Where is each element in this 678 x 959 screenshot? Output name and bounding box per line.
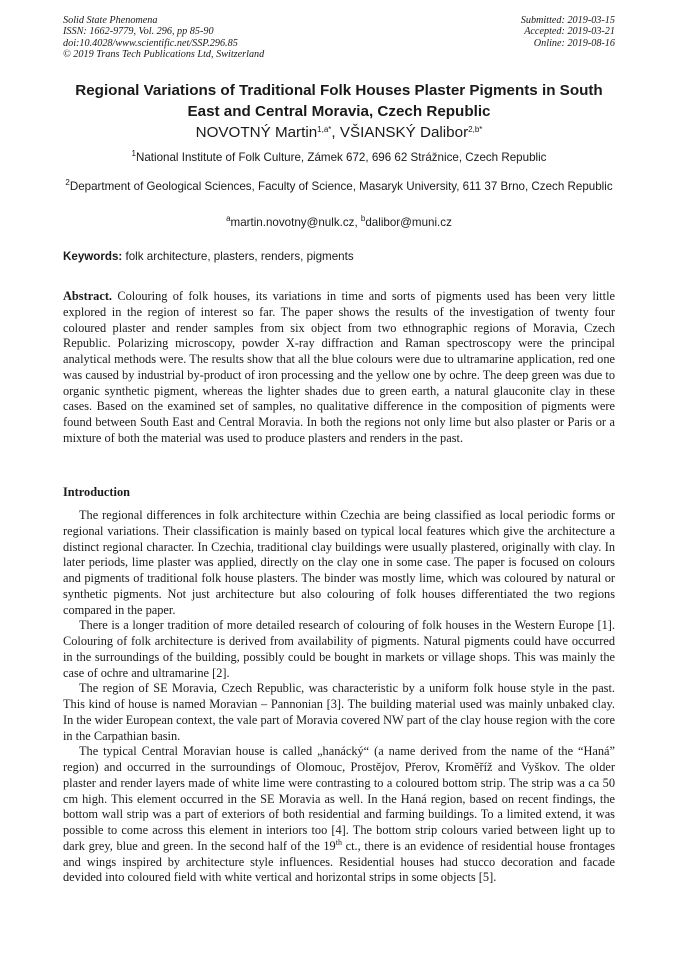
author-list	[63, 123, 615, 143]
email-a-marker: a	[226, 214, 231, 223]
intro-paragraph-4-part-a: The typical Central Moravian house is called „hanácký“ (a name derived from the name of the “Haná” region) and occurred in the surroundings of Olomouc, Prostějov, Přerov, Kroměříž and Vyškov. The older plaster and render layers made of white lime were contrasting to a coloured bottom strip. The strip was a ca 50 cm high. This element occurred in the SE Moravia as well. In the Haná region, based on recent findings, the bottom wall strip was a part of exteriors of both residential and farming buildings. To a limited extend, it was possible to come across this element in interiors too [4]. The bottom strip colours varied between light up to dark grey, blue and green. In the second half of the 19	[63, 744, 615, 853]
intro-paragraph-1: The regional differences in folk architecture within Czechia are being classified as local periodic forms or regional variations. Their classification is mainly based on typical local features which give the architecture a distinct regional character. In Czechia, traditional clay buildings were usually plastered, originally with clay. In later periods, lime plaster was applied, directly on the clay one in some case. The paper is focused on colours and pigments of traditional folk house plasters. The binder was mostly lime, which was coloured by natural or synthetic pigments. Not just architecture but also colouring of folk houses differentiated the two regions compared in the paper.	[63, 508, 615, 617]
affiliation-2	[63, 179, 615, 195]
journal-info	[63, 15, 264, 60]
author-separator: ,	[331, 124, 340, 141]
journal-issn: ISSN: 1662-9779, Vol. 296, pp 85-90	[63, 26, 214, 38]
author-1: NOVOTNÝ Martin	[195, 124, 318, 141]
abstract-text: Colouring of folk houses, its variations in time and sorts of pigments used has been very little explored in the region of interest so far. The paper shows the results of the investigation of twenty four coloured plaster and render samples from six object from two ethnographic regions of Moravia, Czech Republic. Polarizing microscopy, powder X-ray diffraction and Raman spectroscopy were the principal analytical methods were. The results show that all the blue colours were due to ultramarine application, red one was caused by industrial by-product of iron processing and the yellow one by ochre. The deep green was due to organic synthetic pigment, whereas the lighter shades due to green earth, a natural glauconite clay in these cases. Based on the examined set of samples, no qualitative difference in the composition of pigments were found between South East and Central Moravia. In both the regions not only lime but also plaster or Paris or a mixture of both the material was used to produce plasters and renders in the past.	[63, 289, 615, 445]
introduction-body	[63, 508, 615, 886]
intro-paragraph-4-part-b: ct., there is an evidence of residential house frontages and wings inspired by architecture style influences. Residential houses had stucco decoration and facade devided into coloured field with white vertical and horizontal strips in some objects [5].	[63, 838, 615, 885]
keywords-label: Keywords:	[63, 250, 123, 263]
intro-paragraph-2: There is a longer tradition of more detailed research of colouring of folk houses in the Western Europe [1]. Colouring of folk architecture is derived from availability of pigments. Natural pigments could have occurred in the surroundings of the building, possibly could be bought in markets or village shops. This was mainly the case of ochre and ultramarine [2].	[63, 618, 615, 680]
email-a: martin.novotny@nulk.cz	[230, 216, 355, 229]
submitted-date: Submitted: 2019-03-15	[520, 15, 615, 26]
intro-paragraph-4-superscript: th	[335, 837, 342, 847]
submission-dates	[521, 15, 615, 49]
abstract-label: Abstract.	[63, 289, 113, 303]
affiliation-2-text: Department of Geological Sciences, Faculty of Science, Masaryk University, 611 37 Brno, Czech Republic	[69, 180, 613, 193]
affiliation-1-text: National Institute of Folk Culture, Zámek 672, 696 62 Strážnice, Czech Republic	[135, 151, 547, 164]
journal-name: Solid State Phenomena	[63, 15, 158, 26]
author-emails	[63, 215, 615, 231]
affiliation-1	[63, 150, 615, 166]
section-heading-introduction: Introduction	[63, 485, 130, 499]
author-2-superscript: 2,b*	[468, 125, 483, 134]
email-separator: ,	[354, 216, 361, 229]
affiliation-1-number: 1	[131, 149, 136, 158]
journal-copyright: © 2019 Trans Tech Publications Ltd, Switzerland	[63, 48, 265, 60]
email-b: dalibor@muni.cz	[365, 216, 452, 229]
online-date: Online: 2019-08-16	[533, 37, 615, 49]
journal-doi: doi:10.4028/www.scientific.net/SSP.296.85	[63, 37, 238, 49]
keywords	[63, 249, 615, 264]
abstract	[63, 289, 615, 447]
intro-paragraph-3: The region of SE Moravia, Czech Republic, was characteristic by a uniform folk house style in the past. This kind of house is named Moravian – Pannonian [3]. The building material used was mainly unbaked clay. In the wider European context, the vale part of Moravia covered NW part of the clay house region with the core in the Carpathian basin.	[63, 681, 615, 743]
email-b-marker: b	[360, 214, 366, 223]
paper-title: Regional Variations of Traditional Folk Houses Plaster Pigments in South East and Central Moravia, Czech Republic	[75, 82, 603, 120]
affiliation-2-number: 2	[65, 178, 70, 187]
accepted-date: Accepted: 2019-03-21	[524, 26, 615, 38]
intro-paragraph-4	[63, 744, 615, 886]
author-1-superscript: 1,a*	[317, 125, 332, 134]
author-2: VŠIANSKÝ Dalibor	[339, 124, 469, 141]
keywords-text: folk architecture, plasters, renders, pigments	[125, 250, 354, 263]
